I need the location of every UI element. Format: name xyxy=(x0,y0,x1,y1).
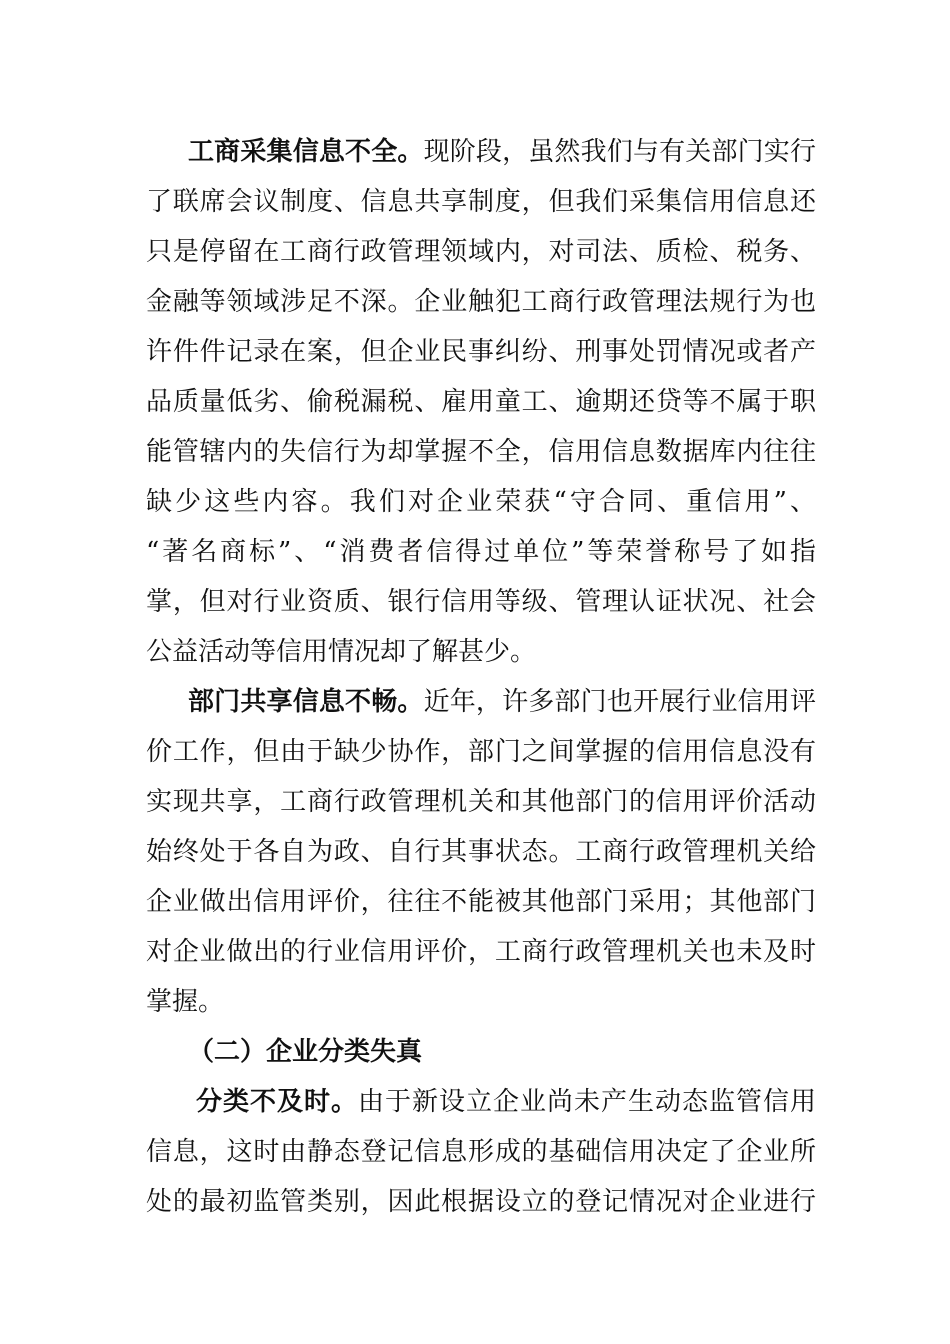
paragraph-1-line-1: 工商采集信息不全。现阶段，虽然我们与有关部门实行 xyxy=(188,137,816,167)
paragraph-1-lead: 工商采集信息不全。 xyxy=(188,137,424,167)
paragraph-2-line-2: 价工作，但由于缺少协作，部门之间掌握的信用信息没有 xyxy=(146,737,816,767)
paragraph-2-line-5: 企业做出信用评价，往往不能被其他部门采用；其他部门 xyxy=(146,887,816,917)
paragraph-3-lead: 分类不及时。 xyxy=(196,1087,358,1117)
paragraph-1-line-5: 许件件记录在案，但企业民事纠纷、刑事处罚情况或者产 xyxy=(146,337,816,367)
paragraph-2-line-4: 始终处于各自为政、自行其事状态。工商行政管理机关给 xyxy=(146,837,816,867)
paragraph-2-lead: 部门共享信息不畅。 xyxy=(188,687,424,717)
paragraph-1-line-2: 了联席会议制度、信息共享制度，但我们采集信用信息还 xyxy=(146,187,816,217)
paragraph-2-line-3: 实现共享，工商行政管理机关和其他部门的信用评价活动 xyxy=(146,787,816,817)
paragraph-1-line-6: 品质量低劣、偷税漏税、雇用童工、逾期还贷等不属于职 xyxy=(146,387,816,417)
paragraph-3-line-2: 信息，这时由静态登记信息形成的基础信用决定了企业所 xyxy=(146,1137,816,1167)
paragraph-1-line-7: 能管辖内的失信行为却掌握不全，信用信息数据库内往往 xyxy=(146,437,816,467)
paragraph-1-line-8: 缺少这些内容。我们对企业荣获“守合同、重信用”、 xyxy=(146,487,816,517)
paragraph-1-line-11: 公益活动等信用情况却了解甚少。 xyxy=(146,637,537,667)
paragraph-2-line-7: 掌握。 xyxy=(146,987,225,1017)
paragraph-1-line-9: “著名商标”、“消费者信得过单位”等荣誉称号了如指 xyxy=(146,537,816,567)
paragraph-2-line-1: 部门共享信息不畅。近年，许多部门也开展行业信用评 xyxy=(188,687,816,717)
paragraph-3-line-1: 分类不及时。由于新设立企业尚未产生动态监管信用 xyxy=(196,1087,816,1117)
section-heading: （二）企业分类失真 xyxy=(188,1037,423,1067)
paragraph-3-line-3: 处的最初监管类别，因此根据设立的登记情况对企业进行 xyxy=(146,1187,816,1217)
paragraph-1-line-4: 金融等领域涉足不深。企业触犯工商行政管理法规行为也 xyxy=(146,287,816,317)
paragraph-1-line-3: 只是停留在工商行政管理领域内，对司法、质检、税务、 xyxy=(146,237,816,267)
paragraph-1-line-10: 掌，但对行业资质、银行信用等级、管理认证状况、社会 xyxy=(146,587,816,617)
paragraph-2-line-6: 对企业做出的行业信用评价，工商行政管理机关也未及时 xyxy=(146,937,816,967)
